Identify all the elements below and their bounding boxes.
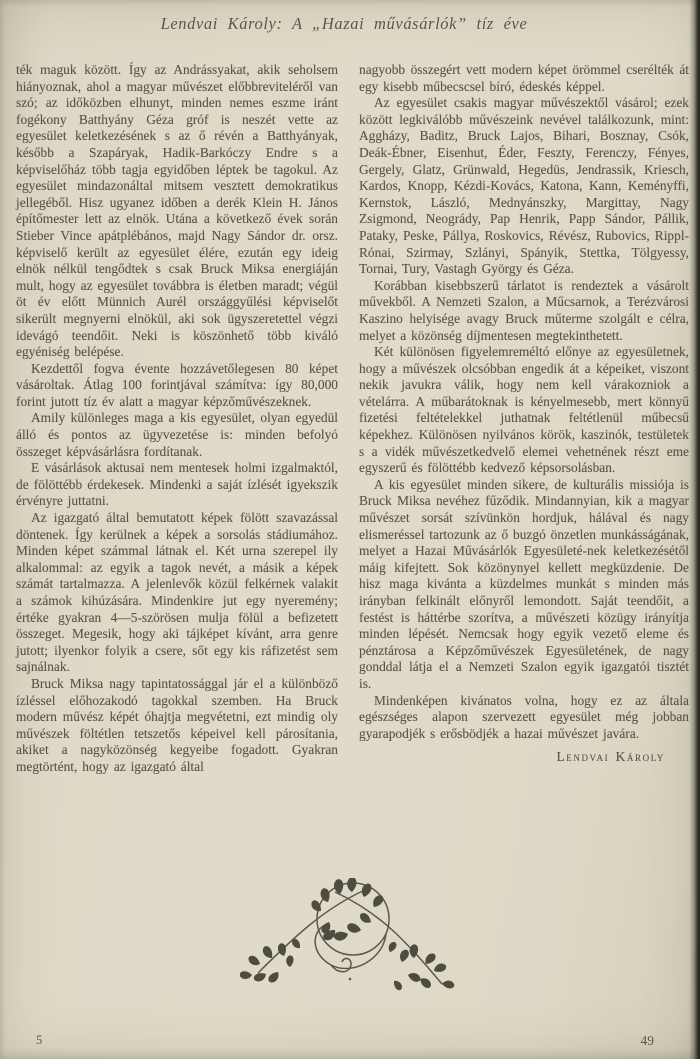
paragraph: nagyobb összegért vett modern képet örömmel cserélték át egy kisebb műbecscsel bíró, édeskés képpel. bbox=[359, 62, 689, 94]
paragraph: Bruck Miksa nagy tapintatossággal jár el a különböző ízléssel előhozakodó tagokkal szemben. Ha Bruck modern művész képét óhajtja megvétetni, ezt mindig oly művészek föltétlen tetszetős képeivel kell párosítania, akiket a nagyközönség kegyeibe fogadott. Gyakran megtörtént, hogy az igazgató által bbox=[16, 675, 338, 774]
paragraph: Korábban kisebbszerű tárlatot is rendeztek a vásárolt művekből. A Nemzeti Szalon, a Műcsarnok, a Terézvárosi Kaszino helyisége avagy Bruck műterme szolgált e célra, melyet a közönség díjmentesen megtekinthetett. bbox=[359, 277, 689, 343]
paragraph: Az igazgató által bemutatott képek fölött szavazással döntenek. Így kerülnek a képek a sorsolás stádiumához. Minden képet számmal látnak el. Két urna szerepel ily alkalommal: az egyik a tagok nevét, a másik a képek számát tartalmazza. A jelenlevők közül felkérnek valakit a számok kihúzására. Mindenkire jut egy nyeremény; értéke gyakran 4—5-szörösen mulja fölül a befizetett összeget. Megesik, hogy aki tájképet kívánt, arra genre jutott; ilyenkor folyik a csere, sőt egy kis ráfizetést sem sajnálnak. bbox=[16, 510, 338, 675]
paragraph: Két különösen figyelemreméltó előnye az egyesületnek, hogy a művészek olcsóbban engedik át a képeiket, viszont nekik javukra válik, hogy nem kell várakozniok a vételárra. A műbarátoknak is kényelmesebb, mert könnyű fizetési feltételekkel juthatnak feltétlenül műbecsű képekhez. Különösen nyilvános körök, kaszinók, testületek s a vidék művészetkedvelő elemei vehetnének részt eme egyszerű és fölöttébb kedvező képsorsolásban. bbox=[359, 344, 689, 476]
paragraph: Amily különleges maga a kis egyesület, olyan egyedül álló és pontos az ügyvezetése is: minden befolyó összeget képvásárlásra fordítanak. bbox=[16, 410, 338, 459]
right-column bbox=[359, 62, 689, 776]
paragraph: E vásárlások aktusai nem mentesek holmi izgalmaktól, de fölöttébb érdekesek. Mindenki a saját ízlését igyekszik érvényre juttatni. bbox=[16, 460, 338, 509]
page-number-left: 5 bbox=[36, 1033, 43, 1047]
floral-vignette-icon bbox=[240, 878, 460, 1008]
author-signature: Lendvai Károly bbox=[556, 749, 665, 765]
text-columns bbox=[16, 62, 689, 776]
page-edge-shadow bbox=[689, 0, 700, 1059]
paragraph: Mindenképen kivánatos volna, hogy ez az általa egészséges alapon szervezett egyesület még jobban gyarapodjék s erősbödjék a hazai művészet javára. bbox=[359, 692, 689, 741]
left-column bbox=[16, 62, 338, 776]
paragraph: Kezdettől fogva évente hozzávetőlegesen 80 képet vásároltak. Átlag 100 forintjával számítva: így 80,000 forint jutott tíz év alatt a magyar képzőművészeknek. bbox=[16, 360, 338, 409]
paragraph: ték maguk között. Így az Andrássyakat, akik seholsem hiányoznak, ahol a magyar művészet előbbreviteléről van szó; az időközben elhunyt, minden nemes eszme iránt fogékony Batthyány Géza gróf is neszét vette az egyesület keletkezésének s az ő révén a Batthyányak, később a Szapáryak, Hadik-Barkóczy Endre s a képviselőház több tagja egyidőben léptek be tagokul. Az egyesület mindazonáltal mitsem vesztett demokratikus jellegéből. Hisz ugyanez időben a derék Klein H. János építőmester lett az elnök. Utána a következő évek során Stieber Vince apátplébános, majd Nagy Sándor dr. orsz. képviselő került az egyesület élére, ezután egy ideig elnök nélkül tengődtek s csak Bruck Miksa energiáján mult, hogy az egyesület továbbra is életben maradt; végül öt év előtt Münnich Aurél országgyűlési képviselőt sikerült megnyerni elnökül, aki sok ügyszeretettel végzi idevágó teendőit. Neki is köszönhető több kiváló egyéniség belépése. bbox=[16, 62, 338, 360]
page-title: Lendvai Károly: A „Hazai művásárlók” tíz éve bbox=[160, 14, 528, 33]
paragraph: A kis egyesület minden sikere, de kulturális missiója is Bruck Miksa nevéhez fűződik. Mindannyian, kik a magyar művészet sorsát szívünkön hordjuk, hálával és nagy elismeréssel tartozunk az ő buzgó önzetlen munkásságának, melyet a Hazai Művásárlók Egyesületé-nek keletkezésétől máig kifejtett. Sok közönynyel kellett megküzdenie. De hisz maga kivánta a küzdelmes munkát s minden más irányban felkinált előnyről lemondott. Saját teendőit, a festést is háttérbe szorítva, a művészeti közügy irányítja minden lépését. Nemcsak hogy egyik vezető eleme és pénztárosa a Képzőművészek Egyesületének, de nagy gonddal látja el a Nemzeti Szalon egyik igazgatói tisztét is. bbox=[359, 476, 689, 691]
paragraph: Az egyesület csakis magyar művészektől vásárol; ezek között legkiválóbb művészeink nevével találkozunk, mint: Aggházy, Baditz, Bruck Lajos, Bihari, Bosznay, Csók, Deák-Ébner, Eisenhut, Éder, Feszty, Ferenczy, Fényes, Gergely, Glatz, Grünwald, Hegedüs, Jendrassik, Kriesch, Kardos, Knopp, Kézdi-Kovács, Katona, Kann, Keményffi, Kernstok, László, Mednyánszky, Margittay, Nagy Zsigmond, Neogrády, Pap Henrik, Papp Sándor, Pállik, Pataky, Peske, Pállya, Roskovics, Révész, Rubovics, Rippl-Rónai, Szirmay, Szlányi, Spányik, Stettka, Tölgyessy, Tornai, Tury, Vastagh György és Géza. bbox=[359, 95, 689, 277]
page-number-right: 49 bbox=[640, 1033, 654, 1048]
